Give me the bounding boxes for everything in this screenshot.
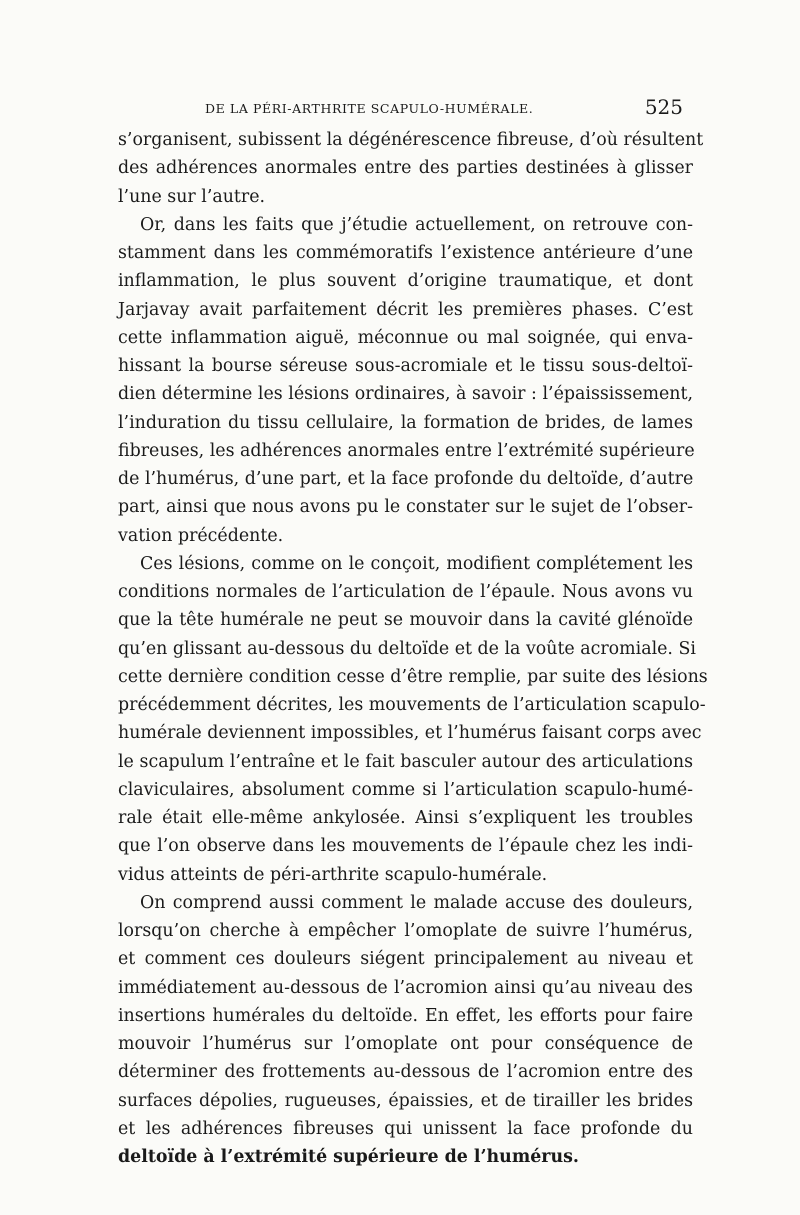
text-line: immédiatement au-dessous de l’acromion ainsi qu’au niveau des [118, 977, 693, 998]
text-line: s’organisent, subissent la dégénérescence fibreuse, d’où résultent [118, 130, 704, 150]
paragraph [118, 211, 693, 550]
text-line: vidus atteints de péri-arthrite scapulo-humérale. [118, 864, 548, 885]
text-line: l’induration du tissu cellulaire, la formation de brides, de lames [118, 412, 693, 433]
paragraph [118, 889, 693, 1172]
text-line: déterminer des frottements au-dessous de l’acromion entre des [118, 1062, 693, 1083]
paragraph [118, 550, 708, 889]
text-line: deltoïde à l’extrémité supérieure de l’humérus. [118, 1147, 579, 1167]
running-title: DE LA PÉRI-ARTHRITE SCAPULO-HUMÉRALE. [205, 101, 534, 116]
body-text [118, 126, 708, 1171]
text-line: conditions normales de l’articulation de l’épaule. Nous avons vu [118, 582, 693, 602]
text-line: inflammation, le plus souvent d’origine traumatique, et dont [118, 271, 693, 292]
text-line: claviculaires, absolument comme si l’articulation scapulo-humé- [118, 779, 693, 800]
text-line: rale était elle-même ankylosée. Ainsi s’expliquent les troubles [118, 808, 693, 828]
text-line: Or, dans les faits que j’étudie actuellement, on retrouve con- [140, 214, 693, 235]
text-line: cette inflammation aiguë, méconnue ou mal soignée, qui enva- [118, 327, 693, 348]
text-line: et comment ces douleurs siégent principalement au niveau et [118, 949, 693, 970]
text-line: Ces lésions, comme on le conçoit, modifient complétement les [140, 553, 693, 574]
text-line: vation précédente. [118, 525, 284, 546]
text-line: des adhérences anormales entre des parties destinées à glisser [118, 158, 693, 179]
text-line: On comprend aussi comment le malade accuse des douleurs, [140, 892, 693, 913]
text-line: dien détermine les lésions ordinaires, à savoir : l’épaississement, [118, 384, 693, 405]
page-header [118, 93, 685, 123]
text-line: qu’en glissant au-dessous du deltoïde et de la voûte acromiale. Si [118, 638, 696, 659]
text-line: que la tête humérale ne peut se mouvoir dans la cavité glénoïde [118, 610, 693, 631]
text-line: Jarjavay avait parfaitement décrit les premières phases. C’est [118, 299, 693, 320]
text-line: l’une sur l’autre. [118, 186, 266, 207]
text-line: que l’on observe dans les mouvements de l’épaule chez les indi- [118, 836, 693, 857]
text-line: part, ainsi que nous avons pu le constater sur le sujet de l’obser- [118, 497, 693, 518]
text-line: surfaces dépolies, rugueuses, épaissies, et de tirailler les brides [118, 1090, 693, 1111]
text-line: et les adhérences fibreuses qui unissent la face profonde du [118, 1118, 693, 1139]
text-line: le scapulum l’entraîne et le fait basculer autour des articulations [118, 751, 693, 772]
text-line: fibreuses, les adhérences anormales entre l’extrémité supérieure [118, 440, 695, 461]
text-line: de l’humérus, d’une part, et la face profonde du deltoïde, d’autre [118, 469, 694, 489]
text-line: humérale deviennent impossibles, et l’humérus faisant corps avec [118, 723, 702, 744]
text-line: lorsqu’on cherche à empêcher l’omoplate de suivre l’humérus, [118, 921, 693, 941]
text-line: stamment dans les commémoratifs l’existence antérieure d’une [118, 243, 693, 263]
text-line: cette dernière condition cesse d’être remplie, par suite des lésions [118, 666, 708, 687]
text-line: hissant la bourse séreuse sous-acromiale et le tissu sous-deltoï- [118, 356, 693, 376]
text-line: mouvoir l’humérus sur l’omoplate ont pour conséquence de [118, 1034, 693, 1054]
text-line: insertions humérales du deltoïde. En effet, les efforts pour faire [118, 1005, 693, 1026]
paragraph [118, 126, 704, 211]
page-number: 525 [644, 95, 683, 119]
text-line: précédemment décrites, les mouvements de l’articulation scapulo- [118, 695, 706, 715]
